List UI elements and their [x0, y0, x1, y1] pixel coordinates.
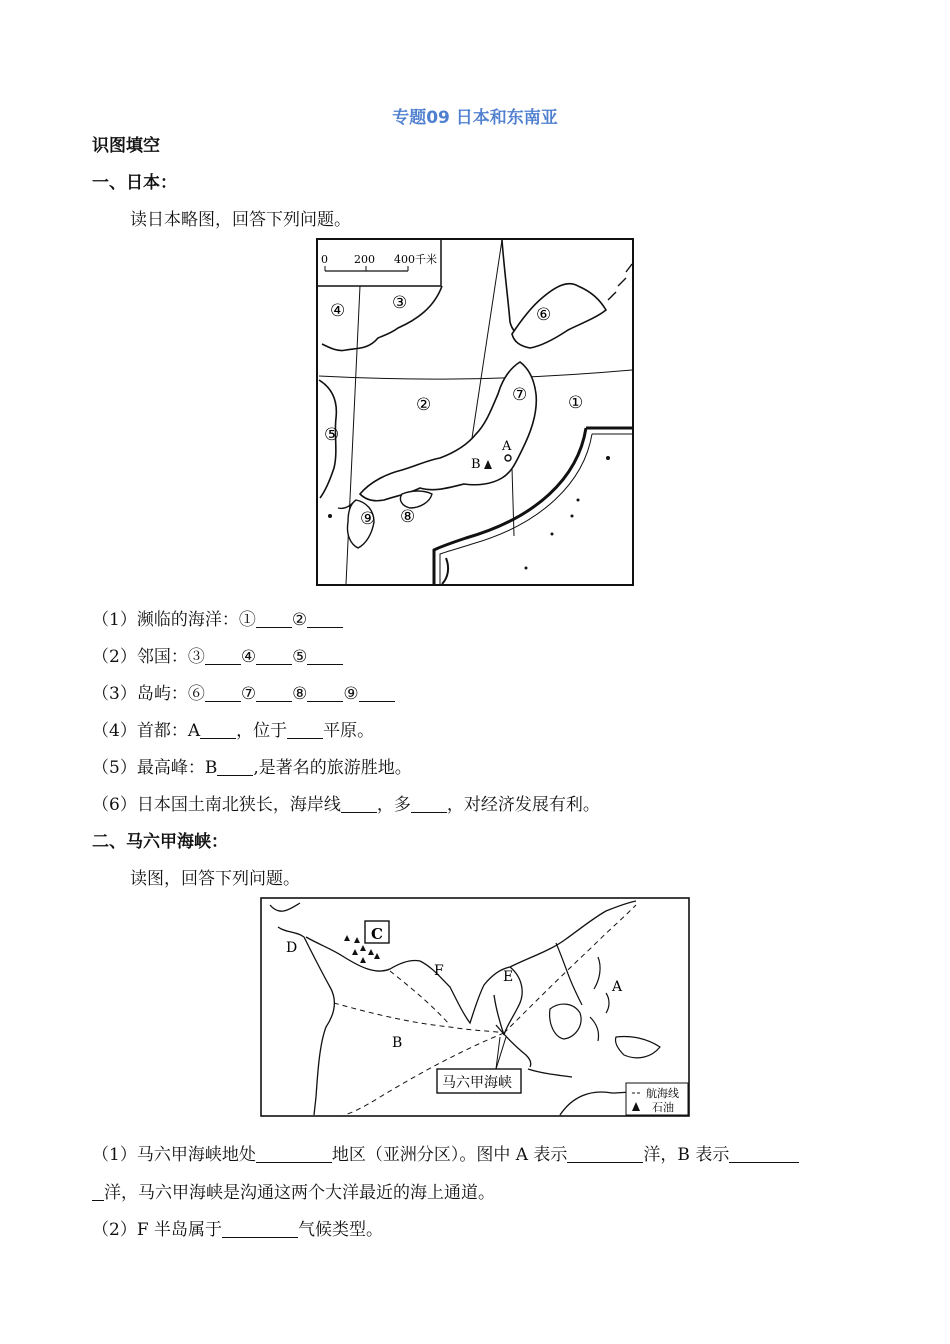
malacca-q2: （2）F 半岛属于 气候类型。 — [92, 1220, 384, 1240]
malacca-map — [260, 897, 690, 1117]
japan-q4: （4）首都：A ，位于 平原。 — [92, 721, 375, 741]
scale-200: 200 — [354, 253, 375, 266]
blank-3[interactable] — [205, 648, 241, 665]
label-f: F — [434, 963, 444, 979]
japan-q5: （5）最高峰：B ,是著名的旅游胜地。 — [92, 758, 412, 778]
japan-heading: 一、日本： — [92, 173, 177, 193]
blank-ocean-a[interactable] — [567, 1146, 643, 1163]
label-e: E — [503, 969, 514, 985]
japan-map — [316, 238, 634, 586]
label-4: ④ — [330, 301, 346, 321]
blank-ocean-b[interactable] — [729, 1146, 799, 1163]
blank-7[interactable] — [256, 685, 292, 702]
label-d: D — [286, 940, 298, 956]
label-a: A — [612, 979, 623, 995]
blank-2[interactable] — [307, 611, 343, 628]
scale-400: 400千米 — [394, 253, 437, 266]
label-7: ⑦ — [512, 385, 528, 405]
page-title: 专题09 日本和东南亚 — [392, 108, 558, 128]
blank-1[interactable] — [256, 611, 292, 628]
strait-label: 马六甲海峡 — [442, 1075, 512, 1091]
blank-9[interactable] — [359, 685, 395, 702]
blank-ocean-b-cont[interactable] — [92, 1184, 104, 1201]
blank-climate[interactable] — [222, 1221, 298, 1238]
point-a-label: A — [502, 439, 512, 454]
label-2: ② — [416, 395, 432, 415]
malacca-q1-line1: （1）马六甲海峡地处 地区（亚洲分区）。图中 A 表示 洋，B 表示 — [92, 1140, 799, 1165]
malacca-intro: 读图，回答下列问题。 — [130, 869, 300, 889]
label-5: ⑤ — [324, 425, 340, 445]
blank-peak[interactable] — [217, 759, 253, 776]
blank-region[interactable] — [256, 1146, 332, 1163]
japan-q6: （6）日本国土南北狭长，海岸线 ，多 ，对经济发展有利。 — [92, 795, 600, 815]
legend-oil: 石油 — [652, 1101, 674, 1114]
label-b: B — [392, 1035, 403, 1051]
section-heading: 识图填空 — [92, 136, 160, 156]
malacca-heading: 二、马六甲海峡： — [92, 832, 228, 852]
blank-capital[interactable] — [200, 722, 236, 739]
blank-4[interactable] — [256, 648, 292, 665]
blank-plain[interactable] — [287, 722, 323, 739]
blank-5[interactable] — [307, 648, 343, 665]
blank-8[interactable] — [307, 685, 343, 702]
scale-0: 0 — [321, 253, 328, 266]
label-6: ⑥ — [536, 305, 552, 325]
blank-6[interactable] — [205, 685, 241, 702]
capital-marker-icon — [505, 455, 511, 461]
japan-intro: 读日本略图，回答下列问题。 — [130, 210, 351, 230]
blank-coastline[interactable] — [341, 796, 377, 813]
blank-ports[interactable] — [411, 796, 447, 813]
label-8: ⑧ — [400, 507, 416, 527]
legend-route: 航海线 — [646, 1087, 679, 1100]
malacca-q1-line2: 洋，马六甲海峡是沟通这两个大洋最近的海上通道。 — [92, 1178, 495, 1203]
japan-q1: （1）濒临的海洋：① ② — [92, 605, 343, 630]
japan-q2: （2）邻国：③ ④ ⑤ — [92, 642, 343, 667]
label-1: ① — [568, 393, 584, 413]
point-b-label: B — [471, 457, 481, 472]
label-c: C — [371, 925, 383, 943]
label-3: ③ — [392, 293, 408, 313]
label-9: ⑨ — [360, 509, 376, 529]
japan-q3: （3）岛屿：⑥ ⑦ ⑧ ⑨ — [92, 679, 395, 704]
